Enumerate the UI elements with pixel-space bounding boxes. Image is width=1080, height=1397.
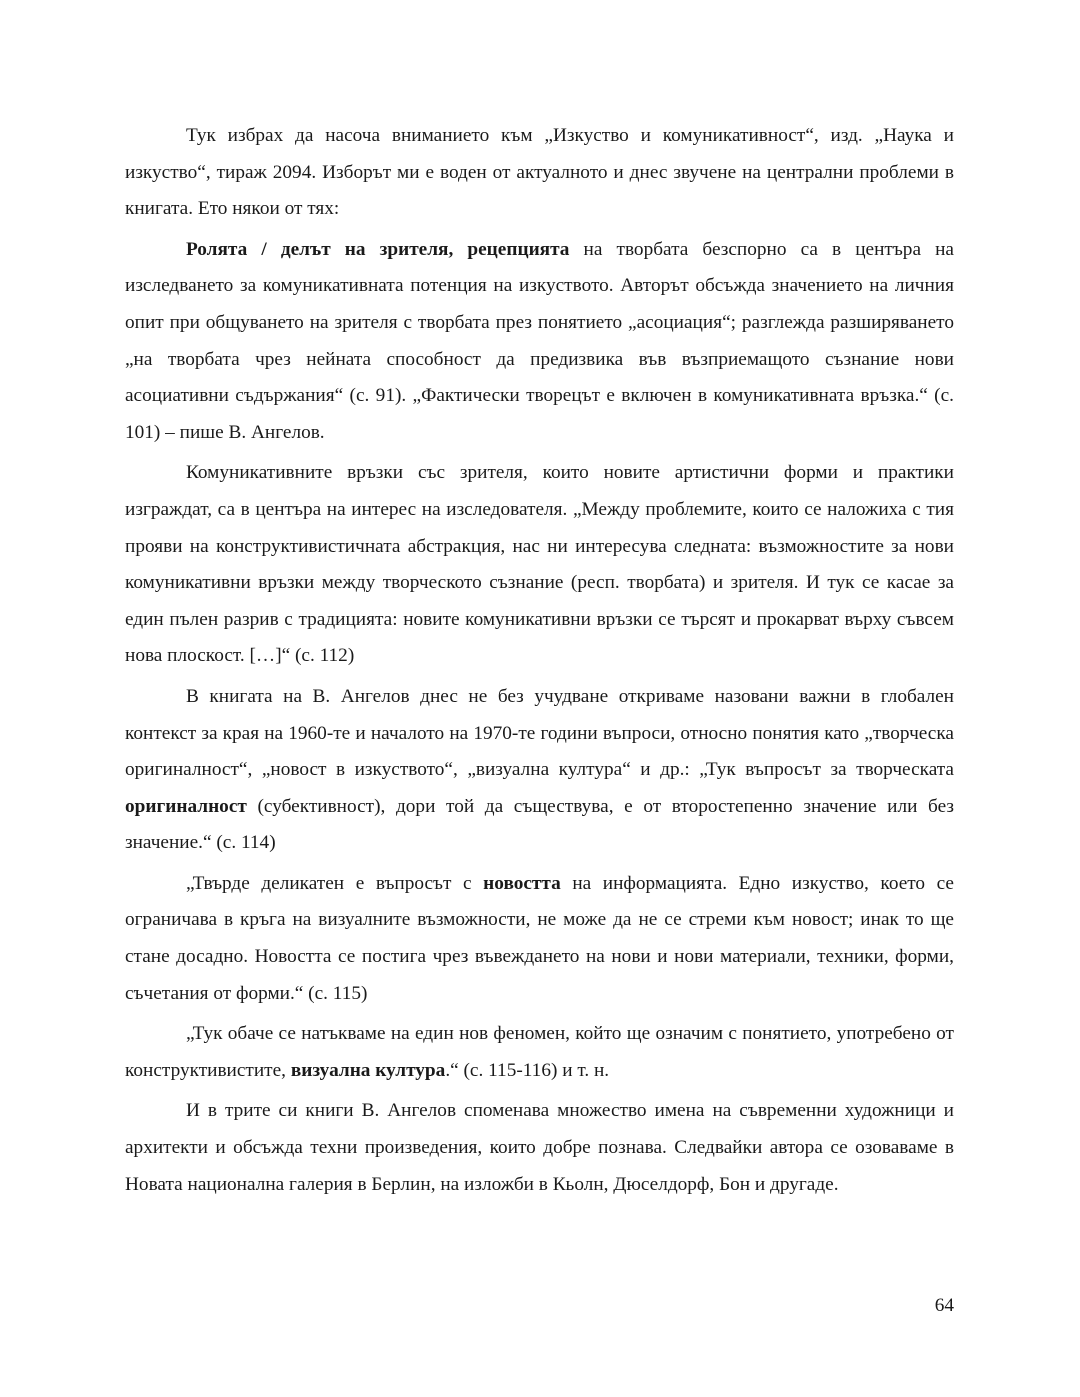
- paragraph-2-text: на творбата безспорно са в центъра на изследването за комуникативната потенция на изкуството. Авторът обсъжда значението на личния опит при общуването на зрителя с творбата през понятието „асоциация“; разглежда разширяването „на творбата чрез нейната способност да предизвика във възприемащото съзнание нови асоциативни съдържания“ (с. 91). „Фактически творецът е включен в комуникативната връзка.“ (с. 101) – пише В. Ангелов.: [125, 238, 954, 443]
- paragraph-3: [125, 455, 954, 675]
- bold-term-originality: оригиналност: [125, 795, 247, 817]
- paragraph-4: [125, 679, 954, 862]
- bold-term-novelty: новостта: [483, 872, 561, 894]
- paragraph-5: [125, 866, 954, 1012]
- paragraph-1-text: Тук избрах да насоча вниманието към „Изкуство и комуникативност“, изд. „Наука и изкуство“, тираж 2094. Изборът ми е воден от актуалното и днес звучене на централни проблеми в книгата. Ето някои от тях:: [125, 125, 954, 220]
- page-body: [125, 118, 954, 1207]
- page-number: 64: [934, 1295, 954, 1316]
- paragraph-7: [125, 1093, 954, 1203]
- paragraph-6: [125, 1016, 954, 1089]
- paragraph-6-text-end: .“ (с. 115-116) и т. н.: [445, 1059, 610, 1081]
- paragraph-7-text: И в трите си книги В. Ангелов споменава множество имена на съвременни художници и архитекти и обсъжда техни произведения, които добре познава. Следвайки автора се озоваваме в Новата национална галерия в Берлин, на изложби в Кьолн, Дюселдорф, Бон и другаде.: [125, 1100, 954, 1195]
- paragraph-5-text-start: „Твърде деликатен е въпросът с: [186, 872, 484, 894]
- paragraph-6-text-start: „Тук обаче се натъкваме на един нов феномен, който ще означим с понятието, употребено от конструктивистите,: [125, 1023, 954, 1081]
- paragraph-3-text: Комуникативните връзки със зрителя, които новите артистични форми и практики изграждат, са в центъра на интерес на изследователя. „Между проблемите, които се наложиха с тия прояви на конструктивистичната абстракция, нас ни интересува следната: възможностите за нови комуникативни връзки между творческото съзнание (респ. творбата) и зрителя. И тук се касае за един пълен разрив с традицията: новите комуникативни връзки се търсят и прокарват върху съвсем нова плоскост. […]“ (с. 112): [125, 462, 954, 667]
- paragraph-4-text-end: (субективност), дори той да съществува, е от второстепенно значение или без значение.“ (с. 114): [125, 795, 954, 854]
- paragraph-1: [125, 118, 954, 228]
- paragraph-5-text-end: на информацията. Едно изкуство, което се ограничава в кръга на визуалните възможности, не може да не се стреми към новост; инак то ще стане досадно. Новостта се постига чрез въвеждането на нови и нови материали, техники, форми, съчетания от форми.“ (с. 115): [125, 872, 954, 1004]
- bold-term-visual-culture: визуална култура: [290, 1059, 446, 1081]
- paragraph-4-text-start: В книгата на В. Ангелов днес не без учудване откриваме назовани важни в глобален контекст за края на 1960-те и началото на 1970-те години въпроси, относно понятия като „творческа оригиналност“, „новост в изкуството“, „визуална култура“ и др.: „Тук въпросът за творческата: [125, 685, 954, 781]
- paragraph-2: [125, 232, 954, 452]
- bold-term-role-of-viewer: Ролята / делът на зрителя, рецепцията: [186, 238, 570, 260]
